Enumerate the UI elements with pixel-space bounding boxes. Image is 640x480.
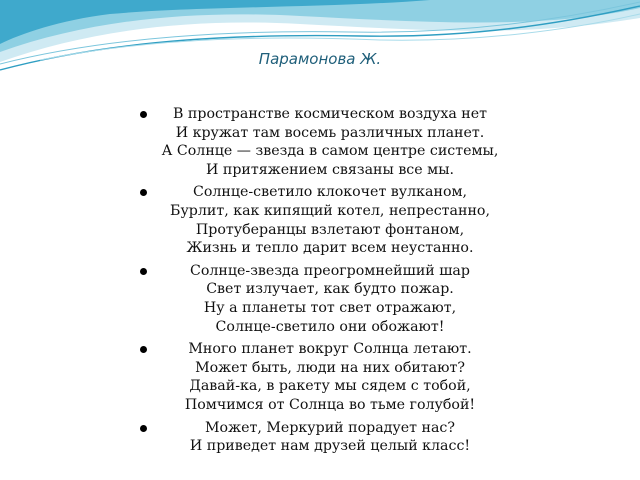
poem-stanza (140, 105, 520, 179)
poem-line: Может быть, люди на них обитают? (195, 359, 465, 376)
poem-stanza (140, 183, 520, 257)
poem-line: В пространстве космическом воздуха нет (172, 106, 488, 122)
poem-line: И приведет нам друзей целый класс! (189, 438, 471, 455)
bullet-icon (140, 425, 147, 432)
poem-line: Много планет вокруг Солнца летают. (188, 341, 472, 358)
poem-line: Бурлит, как кипящий котел, непрестанно, (170, 202, 490, 219)
decorative-wave-header (0, 0, 640, 80)
poem-line: Жизнь и тепло дарит всем неустанно. (186, 240, 474, 257)
poem-line: Свет излучает, как будто пожар. (206, 281, 454, 298)
poem-line: Давай-ка, в ракету мы сядем с тобой, (189, 378, 471, 395)
bullet-icon (140, 268, 147, 275)
author-name: Парамонова Ж. (258, 50, 382, 68)
poem-line: Солнце-светило клокочет вулканом, (192, 184, 468, 201)
poem-line: Может, Меркурий порадует нас? (205, 419, 455, 436)
poem-line: Ну а планеты тот свет отражают, (203, 299, 457, 316)
bullet-icon (140, 111, 147, 118)
poem-line: Помчимся от Солнца во тьме голубой! (184, 396, 476, 413)
poem-stanza (140, 419, 520, 456)
poem-list (140, 105, 520, 460)
poem-line: И притяжением связаны все мы. (206, 161, 454, 178)
poem-line: Солнце-светило они обожают! (215, 318, 445, 335)
poem-stanza (140, 262, 520, 336)
poem-line: А Солнце — звезда в самом центре системы, (161, 143, 499, 160)
poem-line: И кружат там восемь различных планет. (175, 124, 485, 141)
poem-stanza (140, 340, 520, 414)
poem-line: Протуберанцы взлетают фонтаном, (195, 221, 465, 238)
poem-line: Солнце-звезда преогромнейший шар (190, 262, 470, 279)
